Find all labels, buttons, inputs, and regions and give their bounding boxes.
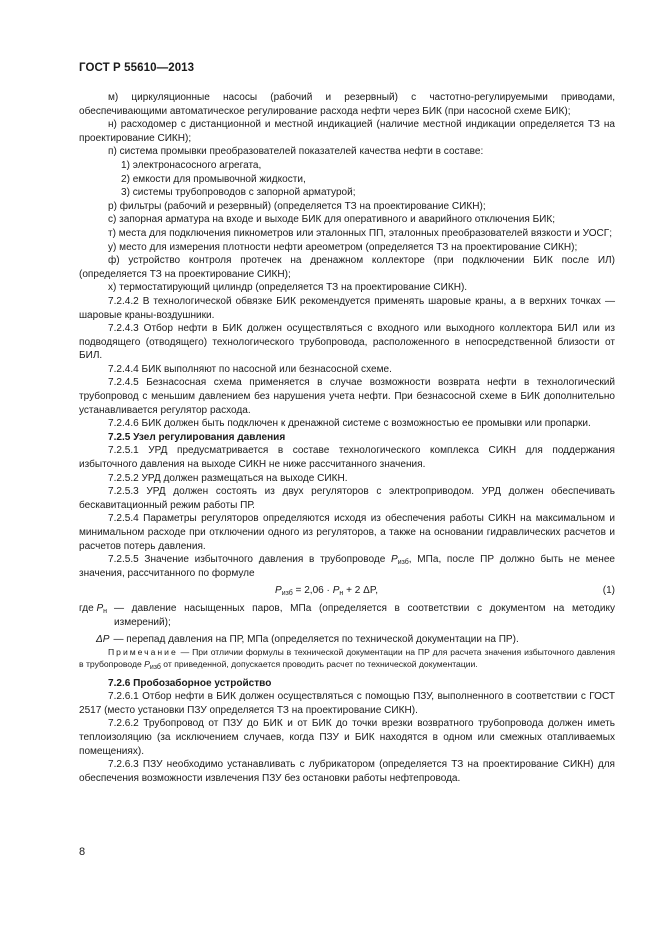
clause-7-2-4-2: 7.2.4.2 В технологической обвязке БИК рекомендуется применять шаровые краны, а в верхних точках — шаровые краны-воздушники. [79,295,615,321]
list-item-p: п) система промывки преобразователей показателей качества нефти в составе: [108,146,484,158]
document-header: ГОСТ Р 55610—2013 [79,62,195,74]
sublist-item: 2) емкости для промывочной жидкости, [121,173,306,185]
clause-7-2-4-5: 7.2.4.5 Безнасосная схема применяется в случае возможности возврата нефти в технологический трубопровод с меньшим давлением без нарушения учета нефти. При безнасосной схеме в БИК дополнительно устанавливается регулятор расхода. [79,377,615,416]
clause-7-2-6-2: 7.2.6.2 Трубопровод от ПЗУ до БИК и от БИК до точки врезки возвратного трубопровода должен иметь теплоизоляцию (за исключением случаев, когда ПЗУ и БИК находятся в одном или смежных отапливаемых помещениях). [79,718,615,757]
clause-7-2-4-3: 7.2.4.3 Отбор нефти в БИК должен осуществляться с входного или выходного коллектора БИЛ или из подводящего (отводящего) технологического трубопровода, расположенного в непосредственной близости от БИЛ. [79,323,615,362]
list-item-m: м) циркуляционные насосы (рабочий и резервный) с частотно-регулируемыми приводами, обеспечивающими автоматическое регулирование расхода нефти через БИК (при насосной схеме БИК); [79,92,615,117]
clause-7-2-5-1: 7.2.5.1 УРД предусматривается в составе технологического комплекса СИКН для поддержания избыточного давления на выходе СИКН не ниже рассчитанного значения. [79,445,615,471]
sublist-item: 1) электронасосного агрегата, [121,159,262,171]
clause-7-2-5-3: 7.2.5.3 УРД должен состоять из двух регуляторов с электроприводом. УРД должен обеспечивать бескавитационный режим работы ПР. [79,486,615,511]
formula-1 [79,583,615,601]
list-item-h: х) термостатирующий цилиндр (определяется ТЗ на проектирование СИКН). [108,282,468,294]
section-heading-7-2-6: 7.2.6 Пробозаборное устройство [108,677,272,689]
section-heading-7-2-5: 7.2.5 Узел регулирования давления [108,431,286,443]
clause-7-2-5-4: 7.2.5.4 Параметры регуляторов определяются исходя из обеспечения работы СИКН на максимальном и минимальном расходе при отключении одного из регуляторов, а также на основании гидравлических расчетов и расчетов потерь давления. [79,513,615,552]
document-body [79,91,615,785]
clause-7-2-6-3: 7.2.6.3 ПЗУ необходимо устанавливать с лубрикатором (определяется ТЗ на проектирование СИКН) для обеспечения возможности извлечения ПЗУ без остановки работы нефтепровода. [79,759,615,784]
note: Примечание — При отличии формулы в технической документации на ПР для расчета значения избыточного давления в трубопроводе $P_{изб}$ от приведенной, допускается проводить расчет по технической документации. [79,647,615,672]
list-item-r: р) фильтры (рабочий и резервный) (определяется ТЗ на проектирование СИКН); [108,200,486,212]
note-label: Примечание [108,647,178,658]
formula-expression: $P_{изб} = 2,06 \cdot P_н + 2$ ΔP, [275,585,379,598]
list-item-s: с) запорная арматура на входе и выходе БИК для оперативного и аварийного отключения БИК; [108,214,556,226]
list-item-n: н) расходомер с дистанционной и местной индикацией (наличие местной индикации определяется ТЗ на проектирование СИКН); [79,119,615,144]
page-number: 8 [79,846,86,858]
list-item-f: ф) устройство контроля протечек на дренажном коллекторе (при подключении БИК после ИЛ) (определяется ТЗ на проектирование СИКН); [79,255,615,280]
formula-legend-pn: где $P_н$ — давление насыщенных паров, МПа (определяется в соответствии с документом на методику измерений); [79,603,615,628]
sublist-item: 3) системы трубопроводов с запорной арматурой; [121,187,356,199]
clause-7-2-4-6: 7.2.4.6 БИК должен быть подключен к дренажной системе с возможностью ее промывки или пропарки. [108,418,591,430]
equation-number: (1) [602,585,615,597]
clause-7-2-6-1: 7.2.6.1 Отбор нефти в БИК должен осуществляться с помощью ПЗУ, выполненного в соответствии с ГОСТ 2517 (место установки ПЗУ определяется ТЗ на проектирование СИКН). [79,691,615,716]
formula-legend-dp: ΔP — перепад давления на ПР, МПа (определяется по технической документации на ПР). [96,633,519,645]
list-item-u: у) место для измерения плотности нефти ареометром (определяется ТЗ на проектирование СИКН); [108,241,578,253]
clause-7-2-5-2: 7.2.5.2 УРД должен размещаться на выходе СИКН. [108,472,348,484]
list-item-t: т) места для подключения пикнометров или эталонных ПП, эталонных преобразователей вязкости и УОСГ; [108,227,612,239]
clause-7-2-5-5: 7.2.5.5 Значение избыточного давления в трубопроводе $P_{изб}$, МПа, после ПР должно быть не менее значения, рассчитанного по формуле [79,554,615,579]
clause-7-2-4-4: 7.2.4.4 БИК выполняют по насосной или безнасосной схеме. [108,363,392,375]
